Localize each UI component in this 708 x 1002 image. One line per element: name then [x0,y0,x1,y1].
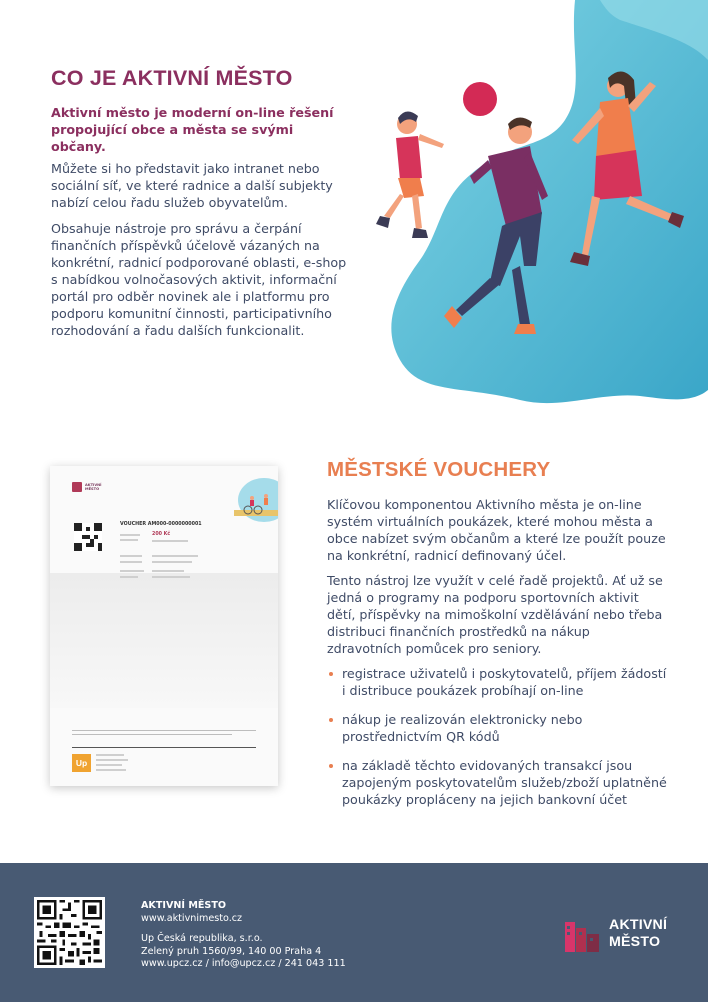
footer-logo [563,914,673,952]
list-item: registrace uživatelů i poskytovatelů, příjem žádostí i distribuce poukázek probíhají on-line [327,665,667,699]
voucher-logo-line1: AKTIVNÍ [85,482,102,487]
voucher-amount: 200 Kč [152,532,171,537]
lead-paragraph: Aktivní město je moderní on-line řešení propojující obce a města se svými občany. [51,105,334,154]
woman-figure [570,71,684,266]
qr-code-icon [34,897,105,968]
paragraph: Tento nástroj lze využít v celé řadě projektů. Ať už se jedná o programy na podporu sportovních aktivit dětí, příspěvky na mimoškolní vzdělávání nebo třeba distribuci finančních prostředků na nákup zdravotních pomůcek pro seniory. [327,573,663,656]
footer [0,863,708,1002]
section-title-mestske-vouchery: MĚSTSKÉ VOUCHERY [327,458,551,481]
footer-website-link[interactable]: www.aktivnimesto.cz [141,912,243,924]
paragraph: Klíčovou komponentou Aktivního města je on-line systém virtuálních poukázek, které mohou města a obce nabízet svým občanům a které lze použít pouze na konkrétní, radnicí definovaný účel. [327,497,666,563]
list-item: na základě těchto evidovaných transakcí jsou zapojeným poskytovatelům služeb/zboží uplatněné poukázky propláceny na jejich bankovní účet [327,757,667,808]
man-figure [444,117,548,334]
footer-logo-line2: MĚSTO [609,933,661,950]
footer-contacts: www.upcz.cz / info@upcz.cz / 241 043 111 [141,958,346,970]
people-playing-ball-illustration [360,66,700,356]
feature-list [327,665,667,808]
footer-address: Zelený pruh 1560/99, 140 00 Praha 4 [141,945,322,957]
voucher-cyclists-illustration [234,466,278,526]
footer-contact [141,900,346,971]
voucher-mockup-image [50,466,278,786]
aktivni-mesto-logo-icon [72,482,82,492]
voucher-number: VOUCHER AM000-0000000001 [120,522,202,527]
intro-section [51,66,351,348]
voucher-logo-line2: MĚSTO [85,487,100,491]
ball-icon [463,82,497,116]
voucher-shade-band [50,573,278,708]
child-figure [376,111,444,238]
section-title-aktivni-mesto: CO JE AKTIVNÍ MĚSTO [51,66,293,90]
aktivni-mesto-logo-icon [563,914,603,952]
up-logo-icon: Up [72,754,91,772]
vouchers-section [327,458,667,820]
voucher-qr-code-icon [74,523,102,551]
paragraph: Obsahuje nástroje pro správu a čerpání finančních příspěvků účelově vázaných na konkrétní, radnicí podporované oblasti, e-shop s nabídkou volnočasových aktivit, informační portál pro odběr novinek ale i platformu pro podporu komunitní činnosti, participativního rozhodování a řadu dalších funkcionalit. [51,221,347,338]
list-item: nákup je realizován elektronicky nebo prostřednictvím QR kódů [327,711,667,745]
footer-logo-line1: AKTIVNÍ [609,917,668,933]
footer-brand-name: AKTIVNÍ MĚSTO [141,900,227,911]
voucher-logo [72,482,101,492]
paragraph: Můžete si ho představit jako intranet nebo sociální síť, ve které radnice a další subjekty nabízí celou řadu služeb obyvatelům. [51,161,333,210]
footer-company: Up Česká republika, s.r.o. [141,933,263,945]
